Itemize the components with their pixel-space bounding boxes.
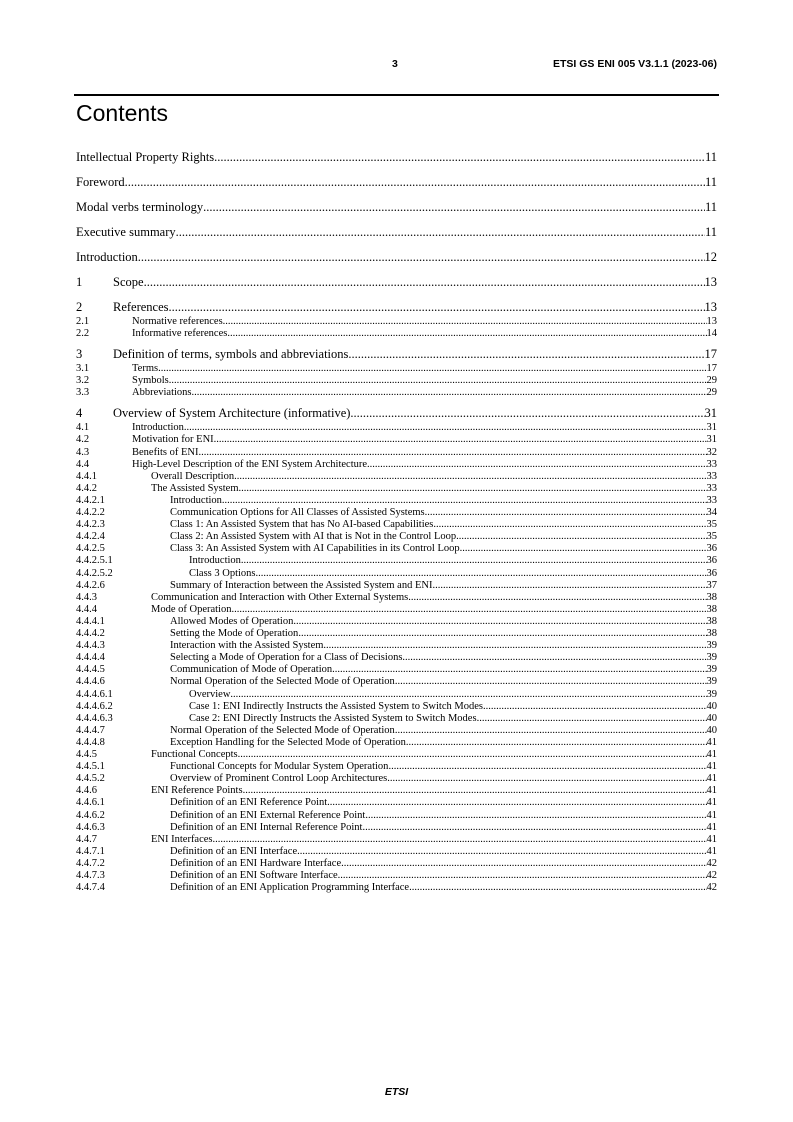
toc-entry-title: Introduction xyxy=(132,422,184,434)
toc-dot-leader xyxy=(192,387,707,399)
toc-dot-leader xyxy=(125,175,705,189)
toc-dot-leader xyxy=(169,300,705,314)
toc-dot-leader xyxy=(184,422,707,434)
toc-dot-leader xyxy=(158,363,706,375)
toc-entry-page: 31 xyxy=(706,422,717,434)
toc-entry-title: Communication of Mode of Operation xyxy=(170,664,333,676)
toc-dot-leader xyxy=(388,761,706,773)
toc-entry-page: 35 xyxy=(706,519,717,531)
toc-entry-number: 4.4.7.3 xyxy=(76,870,105,881)
toc-entry[interactable] xyxy=(76,543,717,555)
toc-dot-leader xyxy=(297,846,706,858)
toc-entry-number: 4.4.7.2 xyxy=(76,857,105,869)
toc-entry[interactable] xyxy=(76,604,717,616)
toc-entry[interactable] xyxy=(76,495,717,507)
toc-entry-title: Intellectual Property Rights xyxy=(76,150,215,164)
toc-entry[interactable] xyxy=(76,882,717,894)
toc-entry-number: 4.4.7.4 xyxy=(76,882,105,894)
toc-entry-page: 42 xyxy=(706,857,717,869)
toc-entry-page: 31 xyxy=(706,434,717,446)
toc-entry-number: 4.4.4.6.3 xyxy=(76,712,113,724)
toc-entry-page: 29 xyxy=(706,387,717,399)
toc-entry-page: 39 xyxy=(706,664,717,676)
toc-entry-page: 37 xyxy=(706,579,717,591)
toc-entry-number: 2.2 xyxy=(76,328,90,340)
toc-dot-leader xyxy=(432,580,706,592)
toc-dot-leader xyxy=(406,737,707,749)
toc-entry-number: 4.4.2.5.2 xyxy=(76,567,113,579)
toc-entry-number: 4.4.2 xyxy=(76,482,97,494)
toc-entry[interactable] xyxy=(76,568,717,580)
toc-entry-page: 17 xyxy=(706,363,717,375)
toc-entry[interactable] xyxy=(76,422,717,434)
toc-entry-title: Communication and Interaction with Other External Systems xyxy=(151,591,409,603)
toc-dot-leader xyxy=(387,773,706,785)
toc-entry-title: ENI Interfaces xyxy=(151,833,213,845)
toc-entry[interactable] xyxy=(76,225,717,239)
toc-entry-page: 32 xyxy=(706,446,717,458)
toc-entry-page: 13 xyxy=(706,316,717,327)
toc-entry[interactable] xyxy=(76,834,717,846)
toc-entry[interactable] xyxy=(76,531,717,543)
toc-entry-page: 31 xyxy=(704,406,717,421)
toc-dot-leader xyxy=(365,810,706,822)
toc-dot-leader xyxy=(367,459,706,471)
toc-entry-page: 29 xyxy=(706,375,717,387)
toc-entry-title: Case 1: ENI Indirectly Instructs the Assisted System to Switch Modes xyxy=(189,700,483,712)
toc-entry[interactable] xyxy=(76,773,717,785)
toc-dot-leader xyxy=(327,797,706,809)
toc-entry-title: Functional Concepts for Modular System Operation xyxy=(170,761,389,773)
toc-entry-title: Class 2: An Assisted System with AI that is Not in the Control Loop xyxy=(170,531,457,543)
toc-entry-page: 12 xyxy=(704,250,717,264)
toc-entry[interactable] xyxy=(76,347,717,361)
toc-dot-leader xyxy=(222,495,707,507)
toc-entry[interactable] xyxy=(76,150,717,164)
toc-entry-number: 4.4.7 xyxy=(76,833,97,845)
toc-entry-title: Allowed Modes of Operation xyxy=(170,615,294,627)
toc-entry-page: 33 xyxy=(706,482,717,494)
toc-entry-title: The Assisted System xyxy=(151,482,239,494)
toc-entry-number: 4.4.4.1 xyxy=(76,615,105,627)
toc-entry-number: 4.4.2.3 xyxy=(76,519,105,531)
toc-entry-number: 4.2 xyxy=(76,434,90,446)
toc-entry-page: 39 xyxy=(706,688,717,700)
toc-dot-leader xyxy=(214,150,705,164)
toc-entry[interactable] xyxy=(76,701,717,713)
toc-entry-page: 36 xyxy=(706,555,717,567)
toc-entry-title: Terms xyxy=(132,363,159,375)
toc-entry-title: Setting the Mode of Operation xyxy=(170,628,299,639)
toc-entry-number: 4.4 xyxy=(76,458,90,470)
toc-entry-page: 11 xyxy=(704,200,717,214)
toc-entry-page: 41 xyxy=(706,761,717,773)
toc-entry[interactable] xyxy=(76,797,717,809)
page-number: 3 xyxy=(392,58,398,70)
toc-dot-leader xyxy=(169,375,707,387)
toc-entry-page: 39 xyxy=(706,640,717,652)
toc-entry-title: Definition of an ENI Reference Point xyxy=(170,797,328,809)
toc-entry-number: 3.1 xyxy=(76,363,90,375)
toc-entry-page: 41 xyxy=(706,797,717,809)
toc-entry-title: ENI Reference Points xyxy=(151,785,243,797)
toc-entry[interactable] xyxy=(76,175,717,189)
toc-dot-leader xyxy=(198,447,706,459)
toc-entry-page: 34 xyxy=(706,507,717,518)
toc-dot-leader xyxy=(298,628,706,640)
toc-entry-number: 4.4.6 xyxy=(76,785,97,797)
toc-entry-number: 4.4.5.2 xyxy=(76,773,105,785)
toc-entry[interactable] xyxy=(76,250,717,264)
toc-entry-page: 11 xyxy=(704,175,717,189)
toc-entry[interactable] xyxy=(76,628,717,640)
toc-entry-number: 4.4.5.1 xyxy=(76,761,105,773)
toc-entry[interactable] xyxy=(76,200,717,214)
toc-entry[interactable] xyxy=(76,555,717,567)
toc-dot-leader xyxy=(138,250,705,264)
toc-entry-number: 4.4.2.5 xyxy=(76,543,105,555)
toc-dot-leader xyxy=(239,483,707,495)
toc-entry[interactable] xyxy=(76,375,717,387)
toc-entry-page: 13 xyxy=(704,275,717,289)
toc-entry[interactable] xyxy=(76,713,717,725)
toc-entry-title: Benefits of ENI xyxy=(132,446,199,458)
toc-entry-number: 4.4.5 xyxy=(76,749,97,760)
toc-entry-title: Normal Operation of the Selected Mode of Operation xyxy=(170,724,395,736)
toc-dot-leader xyxy=(234,471,706,483)
toc-entry-title: Summary of Interaction between the Assisted System and ENI xyxy=(170,579,433,591)
toc-entry[interactable] xyxy=(76,519,717,531)
toc-entry[interactable] xyxy=(76,761,717,773)
toc-dot-leader xyxy=(231,604,706,616)
toc-entry-number: 3 xyxy=(76,347,83,362)
toc-entry-page: 11 xyxy=(704,225,717,239)
toc-entry[interactable] xyxy=(76,689,717,701)
toc-dot-leader xyxy=(456,531,706,543)
toc-entry[interactable] xyxy=(76,846,717,858)
toc-entry[interactable] xyxy=(76,640,717,652)
toc-entry-number: 4.1 xyxy=(76,422,90,434)
toc-entry-page: 41 xyxy=(706,821,717,833)
toc-entry-number: 4.4.2.1 xyxy=(76,494,105,506)
toc-dot-leader xyxy=(477,713,707,725)
toc-entry[interactable] xyxy=(76,592,717,604)
toc-entry-page: 14 xyxy=(706,328,717,340)
toc-entry-page: 38 xyxy=(706,603,717,615)
toc-dot-leader xyxy=(409,882,706,894)
toc-entry[interactable] xyxy=(76,810,717,822)
toc-entry-page: 35 xyxy=(706,531,717,543)
toc-entry-title: Normal Operation of the Selected Mode of Operation xyxy=(170,676,395,688)
toc-dot-leader xyxy=(323,640,706,652)
toc-entry-title: Interaction with the Assisted System xyxy=(170,640,324,652)
toc-entry[interactable] xyxy=(76,459,717,471)
toc-entry-number: 4.4.7.1 xyxy=(76,845,105,857)
toc-dot-leader xyxy=(341,858,706,870)
toc-entry-number: 4.3 xyxy=(76,446,90,458)
toc-dot-leader xyxy=(433,519,706,531)
toc-entry-number: 2 xyxy=(76,300,83,314)
toc-entry-title: Foreword xyxy=(76,175,125,189)
toc-entry-page: 33 xyxy=(706,494,717,506)
toc-entry-page: 36 xyxy=(706,543,717,555)
toc-dot-leader xyxy=(402,652,706,664)
toc-entry-title: Introduction xyxy=(76,250,138,264)
toc-entry-page: 41 xyxy=(706,785,717,797)
toc-entry-title: Communication Options for All Classes of Assisted Systems xyxy=(170,507,425,518)
toc-dot-leader xyxy=(338,870,707,882)
toc-dot-leader xyxy=(256,568,707,580)
toc-entry-title: Definition of an ENI Internal Reference Point xyxy=(170,821,363,833)
toc-entry-number: 4.4.6.2 xyxy=(76,809,105,821)
toc-entry-title: Overall Description xyxy=(151,470,235,482)
toc-dot-leader xyxy=(460,543,707,555)
toc-dot-leader xyxy=(176,225,705,239)
toc-dot-leader xyxy=(241,555,707,567)
toc-entry-title: Mode of Operation xyxy=(151,603,232,615)
toc-entry[interactable] xyxy=(76,676,717,688)
toc-entry-title: Definition of an ENI Application Programming Interface xyxy=(170,882,410,894)
toc-dot-leader xyxy=(238,749,707,761)
toc-dot-leader xyxy=(350,406,704,420)
toc-dot-leader xyxy=(214,434,707,446)
toc-entry[interactable] xyxy=(76,870,717,882)
toc-entry-number: 4.4.4.6 xyxy=(76,676,105,688)
toc-entry-page: 39 xyxy=(706,676,717,688)
toc-dot-leader xyxy=(395,725,707,737)
toc-entry-number: 4.4.2.5.1 xyxy=(76,555,113,567)
toc-entry-page: 39 xyxy=(706,652,717,664)
toc-entry-number: 4.4.4.6.2 xyxy=(76,700,113,712)
toc-dot-leader xyxy=(227,328,706,340)
toc-entry-number: 2.1 xyxy=(76,316,90,327)
toc-entry[interactable] xyxy=(76,580,717,592)
toc-entry-number: 4 xyxy=(76,406,83,421)
toc-entry-number: 4.4.6.1 xyxy=(76,797,105,809)
toc-entry-title: Normative references xyxy=(132,316,223,327)
toc-dot-leader xyxy=(483,701,707,713)
toc-entry[interactable] xyxy=(76,483,717,495)
toc-entry[interactable] xyxy=(76,471,717,483)
header-rule xyxy=(74,94,719,96)
toc-entry[interactable] xyxy=(76,664,717,676)
toc-entry-page: 41 xyxy=(706,736,717,748)
contents-title: Contents xyxy=(76,100,169,126)
toc-entry-number: 3.2 xyxy=(76,375,90,387)
toc-dot-leader xyxy=(348,347,704,361)
toc-entry-title: Case 2: ENI Directly Instructs the Assisted System to Switch Modes xyxy=(189,712,477,724)
toc-entry-title: Scope xyxy=(113,275,144,289)
toc-entry-page: 41 xyxy=(706,833,717,845)
toc-entry-number: 4.4.2.6 xyxy=(76,579,105,591)
toc-entry-title: Definition of an ENI External Reference Point xyxy=(170,809,366,821)
toc-entry-page: 42 xyxy=(706,882,717,894)
toc-entry-title: Informative references xyxy=(132,328,228,340)
toc-entry-number: 4.4.4.6.1 xyxy=(76,688,113,700)
toc-entry-number: 3.3 xyxy=(76,387,90,399)
toc-entry-title: Definition of an ENI Hardware Interface xyxy=(170,857,342,869)
toc-entry-title: Class 1: An Assisted System that has No AI-based Capabilities xyxy=(170,519,434,531)
toc-entry[interactable] xyxy=(76,328,717,340)
toc-entry-title: Symbols xyxy=(132,375,169,387)
toc-entry-page: 17 xyxy=(704,347,717,362)
toc-entry-number: 4.4.2.4 xyxy=(76,531,105,543)
toc-dot-leader xyxy=(243,785,707,797)
toc-entry[interactable] xyxy=(76,434,717,446)
toc-entry[interactable] xyxy=(76,822,717,834)
toc-entry-title: Motivation for ENI xyxy=(132,434,214,446)
toc-entry-title: Class 3: An Assisted System with AI Capabilities in its Control Loop xyxy=(170,543,460,555)
toc-entry[interactable] xyxy=(76,447,717,459)
toc-entry-page: 40 xyxy=(706,724,717,736)
toc-dot-leader xyxy=(332,664,706,676)
toc-entry[interactable] xyxy=(76,363,717,375)
toc-entry-number: 4.4.1 xyxy=(76,470,97,482)
toc-entry-title: Definition of terms, symbols and abbreviations xyxy=(113,347,349,362)
toc-entry-title: Definition of an ENI Interface xyxy=(170,845,298,857)
toc-entry-number: 4.4.6.3 xyxy=(76,821,105,833)
toc-entry-title: Class 3 Options xyxy=(189,567,256,579)
toc-dot-leader xyxy=(293,616,706,628)
toc-dot-leader xyxy=(203,200,705,214)
toc-entry-page: 38 xyxy=(706,628,717,639)
toc-entry-title: Modal verbs terminology xyxy=(76,200,204,214)
toc-entry[interactable] xyxy=(76,316,717,328)
toc-entry[interactable] xyxy=(76,749,717,761)
toc-dot-leader xyxy=(362,822,706,834)
toc-entry-number: 4.4.4.2 xyxy=(76,628,105,639)
toc-dot-leader xyxy=(230,689,706,701)
toc-entry-title: Overview of System Architecture (informative) xyxy=(113,406,351,421)
toc-dot-leader xyxy=(408,592,706,604)
toc-entry-page: 42 xyxy=(706,870,717,881)
toc-entry-number: 4.4.4.5 xyxy=(76,664,105,676)
toc-dot-leader xyxy=(144,275,705,289)
toc-entry-title: Overview xyxy=(189,688,231,700)
toc-entry-number: 4.4.4.4 xyxy=(76,652,105,664)
toc-entry[interactable] xyxy=(76,300,717,314)
toc-entry[interactable] xyxy=(76,387,717,399)
toc-entry-page: 11 xyxy=(704,150,717,164)
toc-dot-leader xyxy=(395,676,707,688)
toc-entry-page: 41 xyxy=(706,749,717,760)
toc-entry[interactable] xyxy=(76,737,717,749)
toc-entry-page: 40 xyxy=(706,700,717,712)
toc-entry-number: 4.4.2.2 xyxy=(76,507,105,518)
toc-entry-title: Exception Handling for the Selected Mode of Operation xyxy=(170,736,406,748)
toc-entry-title: High-Level Description of the ENI System Architecture xyxy=(132,458,368,470)
toc-entry-title: Abbreviations xyxy=(132,387,192,399)
toc-entry-page: 41 xyxy=(706,773,717,785)
toc-entry[interactable] xyxy=(76,616,717,628)
toc-entry-number: 4.4.4.3 xyxy=(76,640,105,652)
toc-entry-number: 4.4.4 xyxy=(76,603,97,615)
toc-entry-title: Introduction xyxy=(189,555,241,567)
toc-entry-number: 4.4.3 xyxy=(76,591,97,603)
toc-entry-page: 33 xyxy=(706,470,717,482)
toc-entry-page: 40 xyxy=(706,712,717,724)
toc-entry-title: Introduction xyxy=(170,494,222,506)
toc-entry-title: Executive summary xyxy=(76,225,176,239)
toc-entry-page: 41 xyxy=(706,809,717,821)
toc-entry[interactable] xyxy=(76,785,717,797)
toc-entry[interactable] xyxy=(76,725,717,737)
toc-dot-leader xyxy=(425,507,707,519)
toc-dot-leader xyxy=(223,316,707,328)
toc-entry[interactable] xyxy=(76,275,717,289)
toc-entry-page: 36 xyxy=(706,567,717,579)
toc-entry-number: 4.4.4.8 xyxy=(76,736,105,748)
toc-dot-leader xyxy=(213,834,707,846)
toc-entry-title: Definition of an ENI Software Interface xyxy=(170,870,338,881)
toc-entry[interactable] xyxy=(76,507,717,519)
toc-entry-page: 41 xyxy=(706,845,717,857)
toc-entry-title: Overview of Prominent Control Loop Architectures xyxy=(170,773,388,785)
toc-entry-number: 1 xyxy=(76,275,83,289)
toc-entry-title: Selecting a Mode of Operation for a Class of Decisions xyxy=(170,652,403,664)
toc-entry[interactable] xyxy=(76,406,717,420)
toc-entry-page: 13 xyxy=(704,300,717,314)
toc-entry[interactable] xyxy=(76,858,717,870)
toc-entry-title: References xyxy=(113,300,169,314)
toc-entry-number: 4.4.4.7 xyxy=(76,724,105,736)
document-id: ETSI GS ENI 005 V3.1.1 (2023-06) xyxy=(552,58,717,70)
toc-entry[interactable] xyxy=(76,652,717,664)
toc-entry-page: 38 xyxy=(706,591,717,603)
toc-entry-title: Functional Concepts xyxy=(151,749,238,760)
toc-entry-page: 38 xyxy=(706,615,717,627)
footer-etsi: ETSI xyxy=(384,1086,409,1098)
toc-entry-page: 33 xyxy=(706,458,717,470)
